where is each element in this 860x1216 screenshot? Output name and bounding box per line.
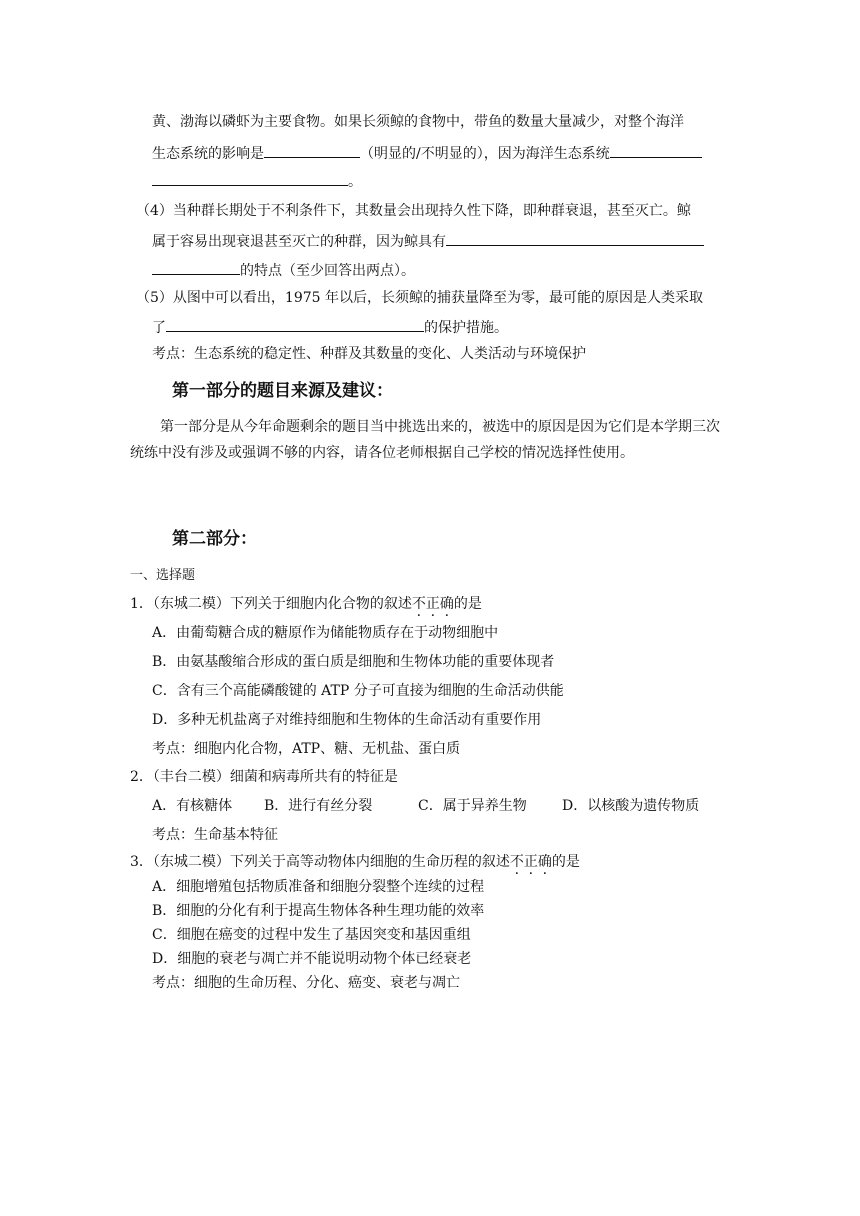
emphasis-char: 正 (523, 854, 538, 870)
kaodian: 考点：生命基本特征 (152, 827, 278, 843)
emphasis-char: 确 (439, 596, 454, 612)
option-b: B．进行有丝分裂 (264, 798, 373, 814)
answer-blank[interactable] (610, 142, 702, 158)
option-b: B．由氨基酸缩合形成的蛋白质是细胞和生物体功能的重要体现者 (152, 654, 555, 670)
option-d: D．以核酸为遗传物质 (562, 798, 700, 814)
stem-text: 的是 (551, 854, 580, 870)
q3-cont-line3 (152, 170, 362, 192)
option-d: D．细胞的衰老与凋亡并不能说明动物个体已经衰老 (152, 951, 472, 967)
section-heading: 第一部分的题目来源及建议： (172, 381, 393, 401)
kaodian: 考点：细胞的生命历程、分化、癌变、衰老与凋亡 (152, 975, 460, 991)
option-c: C．含有三个高能磷酸键的 ATP 分子可直接为细胞的生命活动供能 (152, 683, 564, 699)
question-stem (130, 594, 482, 614)
period: 。 (348, 174, 362, 190)
question-stem (130, 852, 580, 872)
emphasis-char: 确 (537, 854, 552, 870)
option-a: A．有核糖体 (152, 798, 233, 814)
q4-text-b: 的特点（至少回答出两点）。 (240, 263, 415, 279)
q5-line2 (152, 316, 508, 338)
kaodian: 考点：生态系统的稳定性、种群及其数量的变化、人类活动与环境保护 (152, 346, 586, 362)
option-a: A．由葡萄糖合成的糖原作为储能物质存在于动物细胞中 (152, 625, 499, 641)
subsection-title: 一、选择题 (130, 568, 196, 583)
stem-text: 3．（东城二模）下列关于高等动物体内细胞的生命历程的叙述 (130, 854, 510, 870)
q5-line1: （5）从图中可以看出，1975 年以后，长须鲸的捕获量降至为零，最可能的原因是人类采取 (136, 290, 703, 306)
emphasis-char: 不 (509, 854, 524, 870)
section-heading: 第二部分： (172, 529, 257, 549)
q4-line1: （4）当种群长期处于不利条件下，其数量会出现持久性下降，即种群衰退，甚至灭亡。鲸 (136, 203, 691, 219)
q4-line3 (152, 259, 415, 281)
answer-blank[interactable] (152, 170, 348, 186)
q5-text-b: 的保护措施。 (424, 320, 508, 336)
q3-cont-text-a: 生态系统的影响是 (152, 146, 264, 162)
answer-blank[interactable] (446, 230, 704, 246)
q4-text-a: 属于容易出现衰退甚至灭亡的种群，因为鲸具有 (152, 234, 446, 250)
answer-blank[interactable] (264, 142, 360, 158)
stem-text: 的是 (453, 596, 482, 612)
option-d: D．多种无机盐离子对维持细胞和生物体的生命活动有重要作用 (152, 712, 542, 728)
stem-text: 1．（东城二模）下列关于细胞内化合物的叙述 (130, 596, 412, 612)
question-stem: 2．（丰台二模）细菌和病毒所共有的特征是 (130, 769, 398, 785)
q3-cont-text-b: （明显的/不明显的），因为海洋生态系统 (360, 146, 610, 162)
answer-blank[interactable] (152, 259, 240, 275)
option-c: C．细胞在癌变的过程中发生了基因突变和基因重组 (152, 927, 471, 943)
kaodian: 考点：细胞内化合物，ATP、糖、无机盐、蛋白质 (152, 741, 461, 757)
emphasis-char: 不 (411, 596, 426, 612)
q3-cont-line1: 黄、渤海以磷虾为主要食物。如果长须鲸的食物中，带鱼的数量大量减少，对整个海洋 (152, 114, 684, 130)
q5-text-a: 了 (152, 320, 166, 336)
option-c: C．属于异养生物 (418, 798, 527, 814)
q4-line2 (152, 230, 704, 252)
q3-cont-line2 (152, 142, 702, 164)
option-a: A．细胞增殖包括物质准备和细胞分裂整个连续的过程 (152, 879, 485, 895)
emphasis-char: 正 (425, 596, 440, 612)
answer-blank[interactable] (166, 316, 424, 332)
option-b: B．细胞的分化有利于提高生物体各种生理功能的效率 (152, 903, 485, 919)
paragraph: 第一部分是从今年命题剩余的题目当中挑选出来的，被选中的原因是因为它们是本学期三次统练中没有涉及或强调不够的内容，请各位老师根据自己学校的情况选择性使用。 (130, 419, 720, 461)
